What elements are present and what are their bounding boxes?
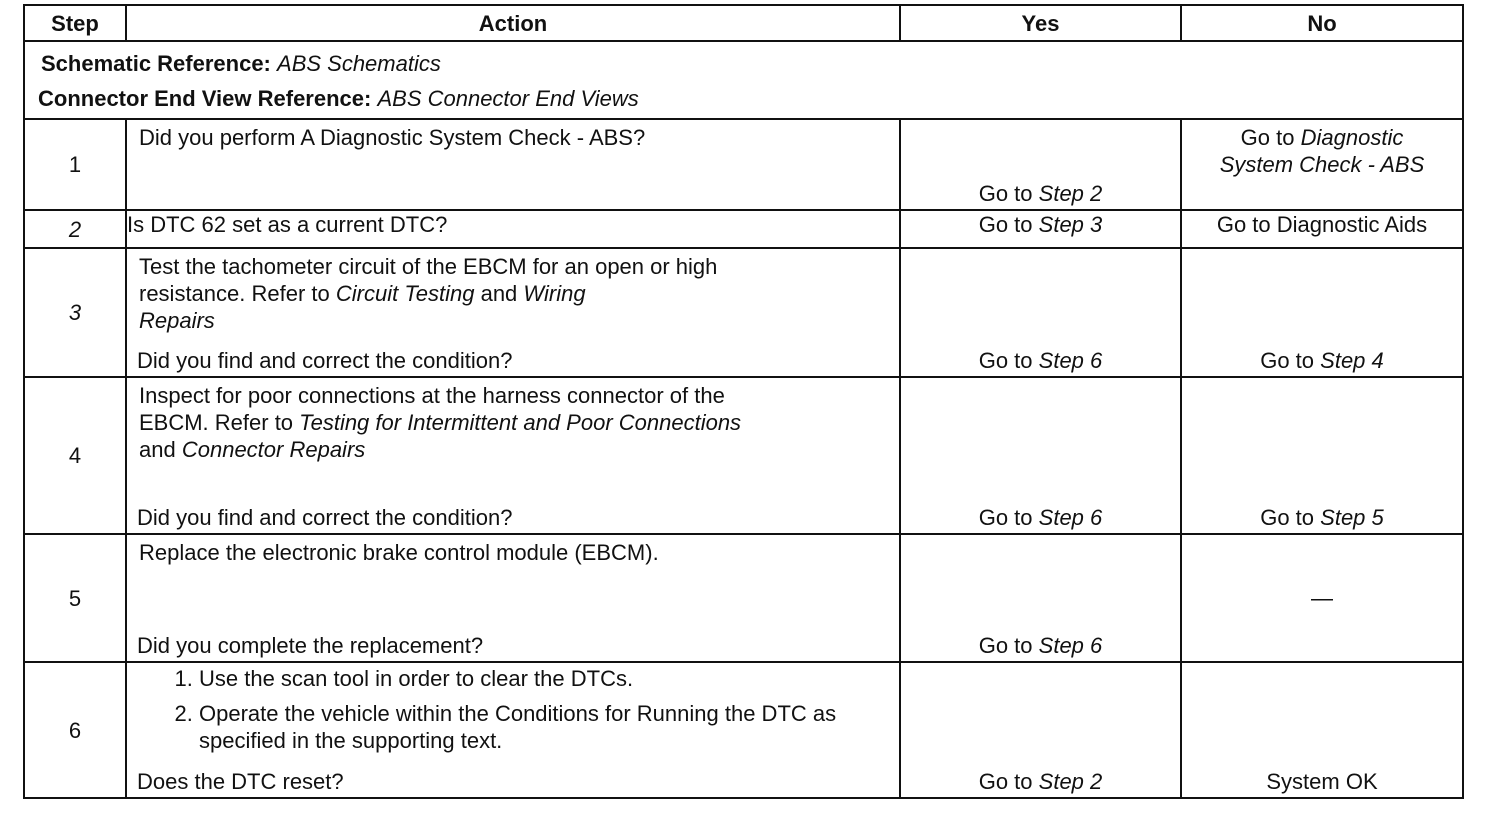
yes-prefix: Go to [978,181,1033,206]
yes-outcome [901,768,1180,795]
yes-link[interactable]: Step 3 [1038,212,1103,237]
no-link-continued[interactable]: System Check - ABS [1219,152,1425,177]
table-row [24,662,1463,798]
no-prefix: Go to [1260,505,1315,530]
no-outcome: Go to Diagnostic Aids [1181,210,1463,248]
yes-prefix: Go to [978,505,1033,530]
action-text: Replace the electronic brake control module (EBCM). [139,540,659,565]
question-text: Did you complete the replacement? [137,633,484,658]
yes-outcome [901,632,1180,659]
question-text: Did you find and correct the condition? [137,505,513,530]
no-outcome [1182,347,1462,374]
action-line: Test the tachometer circuit of the EBCM for an open or high [139,254,718,279]
action-cell [126,377,900,534]
wiring-repairs-link-continued[interactable]: Repairs [139,308,215,333]
no-outcome [1182,504,1462,531]
list-item: 1. Use the scan tool in order to clear the DTCs. [199,665,899,692]
yes-cell [900,534,1181,662]
step-number: 3 [24,248,126,377]
action-text [127,249,899,334]
yes-cell [900,248,1181,377]
schematic-reference-link[interactable]: ABS Schematics [277,51,441,76]
yes-cell [900,377,1181,534]
schematic-reference-label: Schematic Reference: [41,51,271,76]
question-text: Did you find and correct the condition? [137,348,513,373]
no-cell [1181,248,1463,377]
yes-link[interactable]: Step 6 [1038,348,1103,373]
no-link[interactable]: Step 5 [1320,505,1384,530]
intermittent-connections-link[interactable]: Testing for Intermittent and Poor Connections [299,410,742,435]
table-row [24,248,1463,377]
circuit-testing-link[interactable]: Circuit Testing [335,281,475,306]
header-action: Action [126,5,900,41]
action-text-part: EBCM. Refer to [139,410,294,435]
yes-link[interactable]: Step 6 [1038,633,1103,658]
step-number: 5 [24,534,126,662]
action-cell [126,248,900,377]
table-row [24,210,1463,248]
yes-outcome [900,210,1181,248]
action-text [127,378,899,463]
no-outcome: System OK [1266,769,1378,794]
header-row [24,5,1463,41]
wiring-repairs-link[interactable]: Wiring [523,281,586,306]
yes-link[interactable]: Step 2 [1038,181,1103,206]
references-row [24,41,1463,119]
no-cell [1181,119,1463,210]
list-item: 2. Operate the vehicle within the Conditions for Running the DTC as specified in the supporting text. [199,700,899,754]
step-number: 6 [24,662,126,798]
no-cell [1181,662,1463,798]
no-link[interactable]: Step 4 [1320,348,1384,373]
procedure-list [127,665,899,754]
connector-reference-label: Connector End View Reference: [38,86,372,111]
yes-prefix: Go to [978,633,1033,658]
action-text-part: resistance. Refer to [139,281,330,306]
action-text-part: and [480,281,518,306]
yes-cell [900,119,1181,210]
no-outcome: — [1311,585,1333,611]
yes-outcome [901,347,1180,374]
yes-prefix: Go to [978,348,1033,373]
connector-reference-link[interactable]: ABS Connector End Views [377,86,639,111]
header-step: Step [24,5,126,41]
action-line [139,436,889,463]
yes-outcome [901,504,1180,531]
connector-repairs-link[interactable]: Connector Repairs [181,437,366,462]
step-number: 1 [24,119,126,210]
no-cell [1181,377,1463,534]
action-line: Inspect for poor connections at the harness connector of the [139,383,725,408]
diagnostic-table [23,4,1464,799]
yes-cell [900,662,1181,798]
table-row [24,377,1463,534]
references-cell [24,41,1463,119]
action-cell [126,534,900,662]
action-text: Did you perform A Diagnostic System Check - ABS? [139,125,646,150]
no-prefix: Go to [1260,348,1315,373]
yes-outcome [901,180,1180,207]
step-number: 2 [24,210,126,248]
no-outcome [1182,120,1462,178]
table-row [24,534,1463,662]
yes-prefix: Go to [978,212,1033,237]
question-text: Does the DTC reset? [137,769,344,794]
yes-link[interactable]: Step 2 [1038,769,1103,794]
action-line [139,409,889,436]
no-cell [1181,534,1463,662]
header-no: No [1181,5,1463,41]
no-link[interactable]: Diagnostic [1300,125,1404,150]
action-text-part: and [139,437,176,462]
table-row [24,119,1463,210]
header-yes: Yes [900,5,1181,41]
yes-link[interactable]: Step 6 [1038,505,1103,530]
schematic-reference [41,46,1446,81]
action-text: Is DTC 62 set as a current DTC? [126,210,900,248]
yes-prefix: Go to [978,769,1033,794]
action-cell [126,119,900,210]
action-cell [126,662,900,798]
no-prefix: Go to [1240,125,1295,150]
action-line [139,280,889,307]
step-number: 4 [24,377,126,534]
connector-reference [38,81,1446,116]
